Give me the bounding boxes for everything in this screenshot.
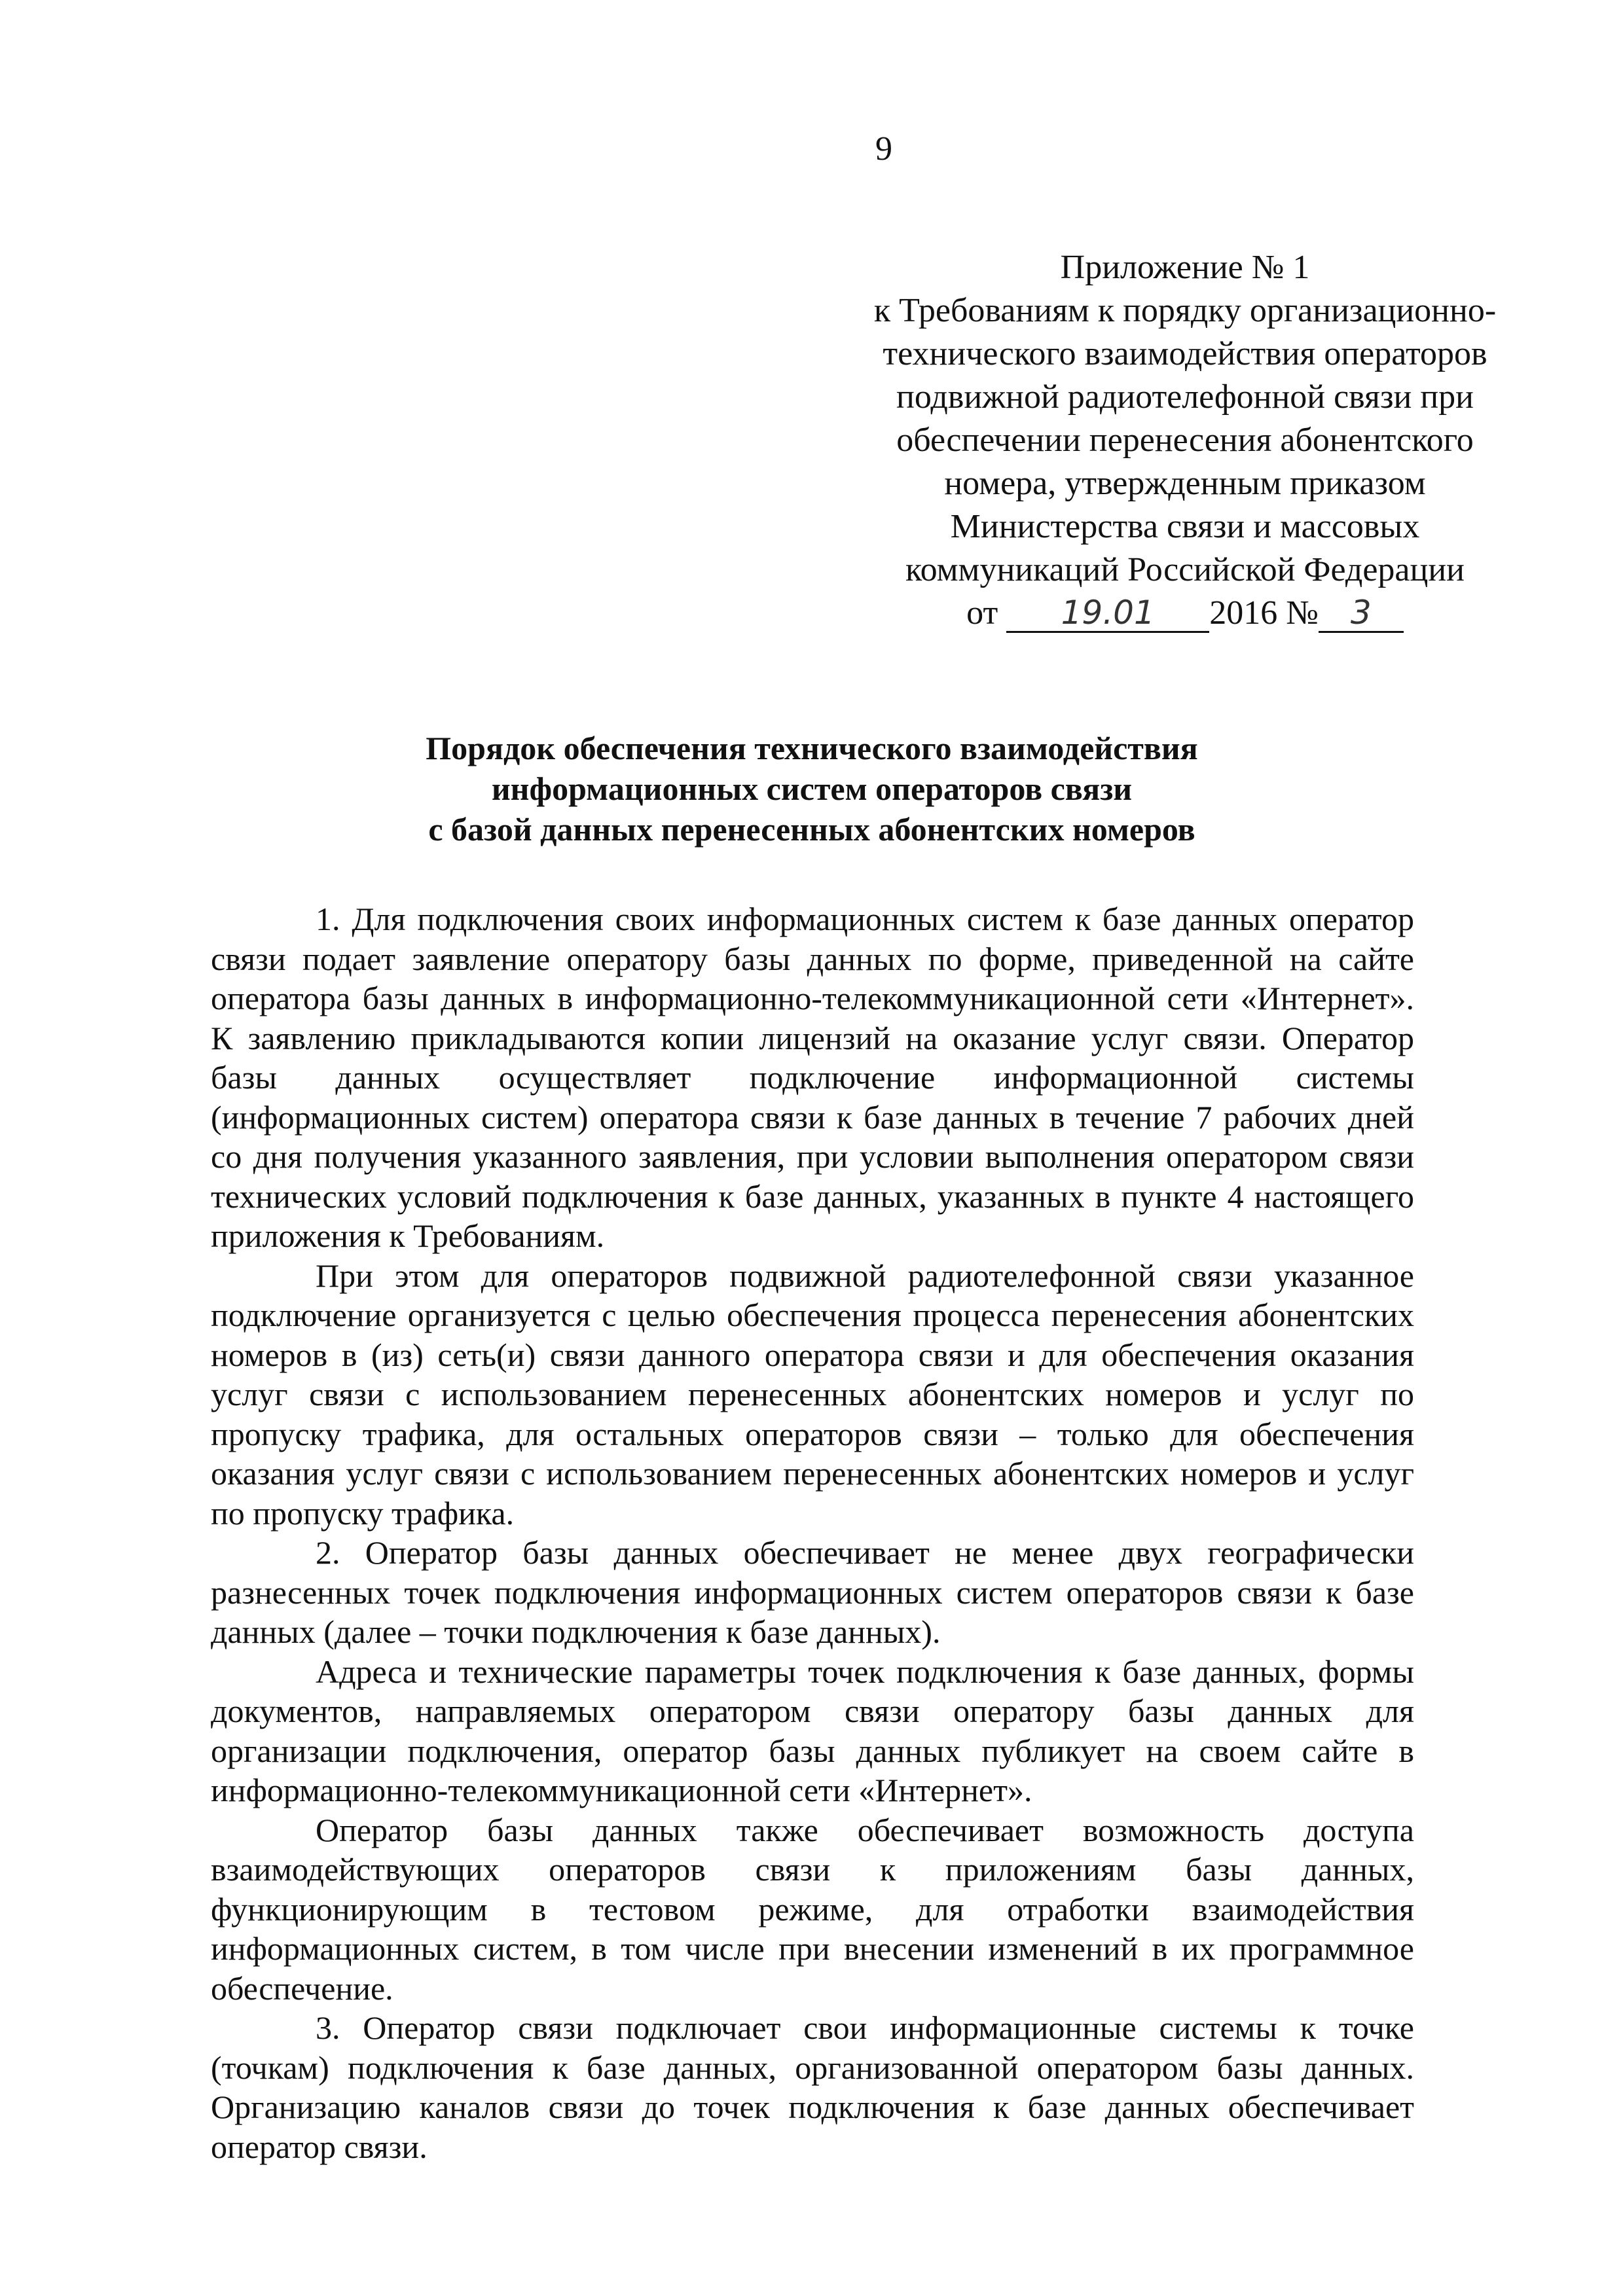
document-body bbox=[211, 899, 1414, 2166]
title-line: Порядок обеспечения технического взаимодействия bbox=[426, 730, 1198, 766]
page-number: 9 bbox=[875, 130, 892, 168]
paragraph-6: 3. Оператор связи подключает свои информационные системы к точке (точкам) подключения к базе данных, организованной оператором базы данных. Организацию каналов связи до точек подключения к базе данных обеспечивает оператор связи. bbox=[211, 2009, 1414, 2165]
paragraph-2: При этом для операторов подвижной радиотелефонной связи указанное подключение организуется с целью обеспечения процесса перенесения абонентских номеров в (из) сеть(и) связи данного оператора связи и для обеспечения оказания услуг связи с использованием перенесенных абонентских номеров и услуг по пропуску трафика, для остальных операторов связи – только для обеспечения оказания услуг связи с использованием перенесенных абонентских номеров и услуг по пропуску трафика. bbox=[211, 1257, 1414, 1532]
appendix-line: Приложение № 1 bbox=[1060, 249, 1310, 286]
appendix-line: технического взаимодействия операторов bbox=[883, 335, 1487, 372]
document-title bbox=[196, 728, 1427, 850]
title-line: информационных систем операторов связи bbox=[491, 770, 1133, 807]
appendix-line: номера, утвержденным приказом bbox=[944, 465, 1426, 502]
paragraph-3: 2. Оператор базы данных обеспечивает не менее двух географически разнесенных точек подключения информационных систем операторов связи к базе данных (далее – точки подключения к базе данных). bbox=[211, 1534, 1414, 1650]
paragraph-1: 1. Для подключения своих информационных систем к базе данных оператор связи подает заявление оператору базы данных по форме, приведенной на сайте оператора базы данных в информационно-телекоммуникационной сети «Интернет». К заявлению прикладываются копии лицензий на оказание услуг связи. Оператор базы данных осуществляет подключение информационной системы (информационных систем) оператора связи к базе данных в течение 7 рабочих дней со дня получения указанного заявления, при условии выполнения оператором связи технических условий подключения к базе данных, указанных в пункте 4 настоящего приложения к Требованиям. bbox=[211, 901, 1414, 1254]
appendix-line: Министерства связи и массовых bbox=[950, 508, 1420, 545]
handwritten-date: 19.01 bbox=[1006, 594, 1209, 633]
title-line: с базой данных перенесенных абонентских номеров bbox=[428, 811, 1195, 848]
order-date-line bbox=[858, 592, 1512, 635]
paragraph-5: Оператор базы данных также обеспечивает возможность доступа взаимодействующих операторов связи к приложениям базы данных, функционирующим в тестовом режиме, для отработки взаимодействия информационных систем, в том числе при внесении изменений в их программное обеспечение. bbox=[211, 1811, 1414, 2007]
handwritten-order-number: 3 bbox=[1319, 594, 1404, 633]
appendix-line: обеспечении перенесения абонентского bbox=[896, 422, 1474, 459]
date-prefix: от bbox=[966, 594, 998, 632]
appendix-line: коммуникаций Российской Федерации bbox=[905, 551, 1465, 588]
paragraph-4: Адреса и технические параметры точек подключения к базе данных, формы документов, направляемых оператором связи оператору базы данных для организации подключения, оператор базы данных публикует на своем сайте в информационно-телекоммуникационной сети «Интернет». bbox=[211, 1653, 1414, 1808]
appendix-header bbox=[858, 246, 1512, 635]
appendix-line: подвижной радиотелефонной связи при bbox=[896, 378, 1474, 416]
appendix-line: к Требованиям к порядку организационно- bbox=[873, 292, 1497, 329]
year-text: 2016 № bbox=[1209, 594, 1319, 632]
